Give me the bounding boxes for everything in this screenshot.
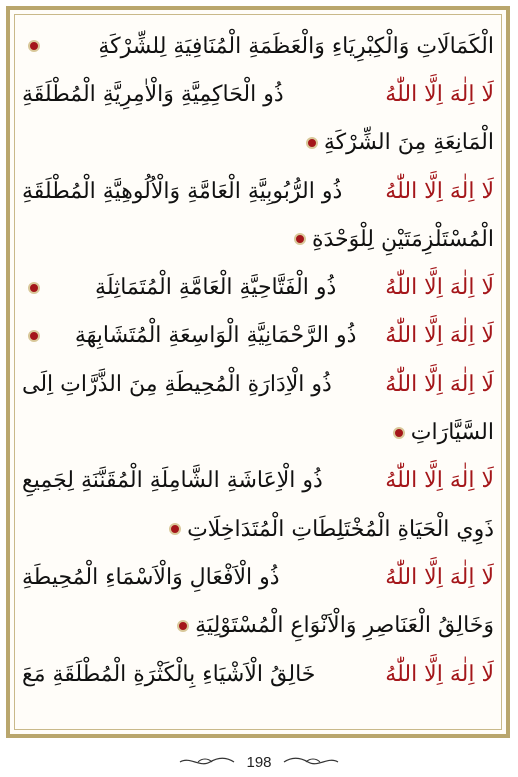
text-line [22,215,494,263]
verse-end-marker-icon [294,233,306,245]
flourish-left-icon [178,755,236,769]
text-line [22,263,494,311]
verse-end-marker-icon [28,282,40,294]
text-line [22,553,494,601]
verse-end-marker-icon [169,523,181,535]
text-line [22,22,494,70]
verse-end-marker-icon [306,137,318,149]
page-footer [0,748,518,776]
line-text: ذُو الْاِدَارَةِ الْمُحِيطَةِ مِنَ الذَّرَّاتِ اِلَى [22,371,332,397]
line-text: ذُو الرَّحْمَانِيَّةِ الْوَاسِعَةِ الْمُتَشَابِهَةِ [74,323,357,349]
line-text: الْكَمَالَاتِ وَالْكِبْرِيَاءِ وَالْعَظَمَةِ الْمُنَافِيَةِ لِلشِّرْكَةِ [98,33,494,59]
line-text: خَالِقُ الْاَشْيَاءِ بِالْكَثْرَةِ الْمُطْلَقَةِ مَعَ [22,661,316,687]
text-line [22,408,494,456]
tahlil-phrase: لَا اِلٰهَ اِلَّا اللّٰهُ [385,661,494,687]
line-text: ذُو الْاَفْعَالِ وَالْاَسْمَاءِ الْمُحِيطَةِ [22,564,280,590]
flourish-right-icon [282,755,340,769]
line-text: السَّيَّارَاتِ [410,420,494,446]
text-line [22,457,494,505]
text-line [22,167,494,215]
text-line [22,70,494,118]
tahlil-phrase: لَا اِلٰهَ اِلَّا اللّٰهُ [385,323,494,349]
arabic-text-body [22,22,494,722]
tahlil-phrase: لَا اِلٰهَ اِلَّا اللّٰهُ [385,564,494,590]
verse-end-marker-icon [28,330,40,342]
line-text: ذُو الْاِعَاشَةِ الشَّامِلَةِ الْمُقَنَّنَةِ لِجَمِيعِ [22,468,323,494]
text-line [22,360,494,408]
text-line [22,602,494,650]
verse-end-marker-icon [28,40,40,52]
tahlil-phrase: لَا اِلٰهَ اِلَّا اللّٰهُ [385,468,494,494]
line-text: ذُو الرُّبُوبِيَّةِ الْعَامَّةِ وَالْاُلُوهِيَّةِ الْمُطْلَقَةِ [22,178,343,204]
line-text: ذَوِي الْحَيَاةِ الْمُخْتَلِطَاتِ الْمُتَدَاخِلَاتِ [187,516,494,542]
tahlil-phrase: لَا اِلٰهَ اِلَّا اللّٰهُ [385,178,494,204]
text-line [22,119,494,167]
verse-end-marker-icon [393,427,405,439]
line-text: الْمُسْتَلْزِمَتَيْنِ لِلْوَحْدَةِ [311,226,494,252]
line-text: الْمَانِعَةِ مِنَ الشِّرْكَةِ [323,130,494,156]
page-number: 198 [246,753,272,771]
text-line [22,312,494,360]
tahlil-phrase: لَا اِلٰهَ اِلَّا اللّٰهُ [385,81,494,107]
text-line [22,505,494,553]
line-text: ذُو الْحَاكِمِيَّةِ وَالْاٰمِرِيَّةِ الْمُطْلَقَةِ [22,81,284,107]
line-text: ذُو الْفَتَّاحِيَّةِ الْعَامَّةِ الْمُتَمَاثِلَةِ [95,275,337,301]
tahlil-phrase: لَا اِلٰهَ اِلَّا اللّٰهُ [385,371,494,397]
text-line [22,650,494,698]
line-text: وَخَالِقُ الْعَنَاصِرِ وَالْاَنْوَاعِ الْمُسْتَوْلِيَةِ [195,613,494,639]
verse-end-marker-icon [177,620,189,632]
tahlil-phrase: لَا اِلٰهَ اِلَّا اللّٰهُ [385,275,494,301]
